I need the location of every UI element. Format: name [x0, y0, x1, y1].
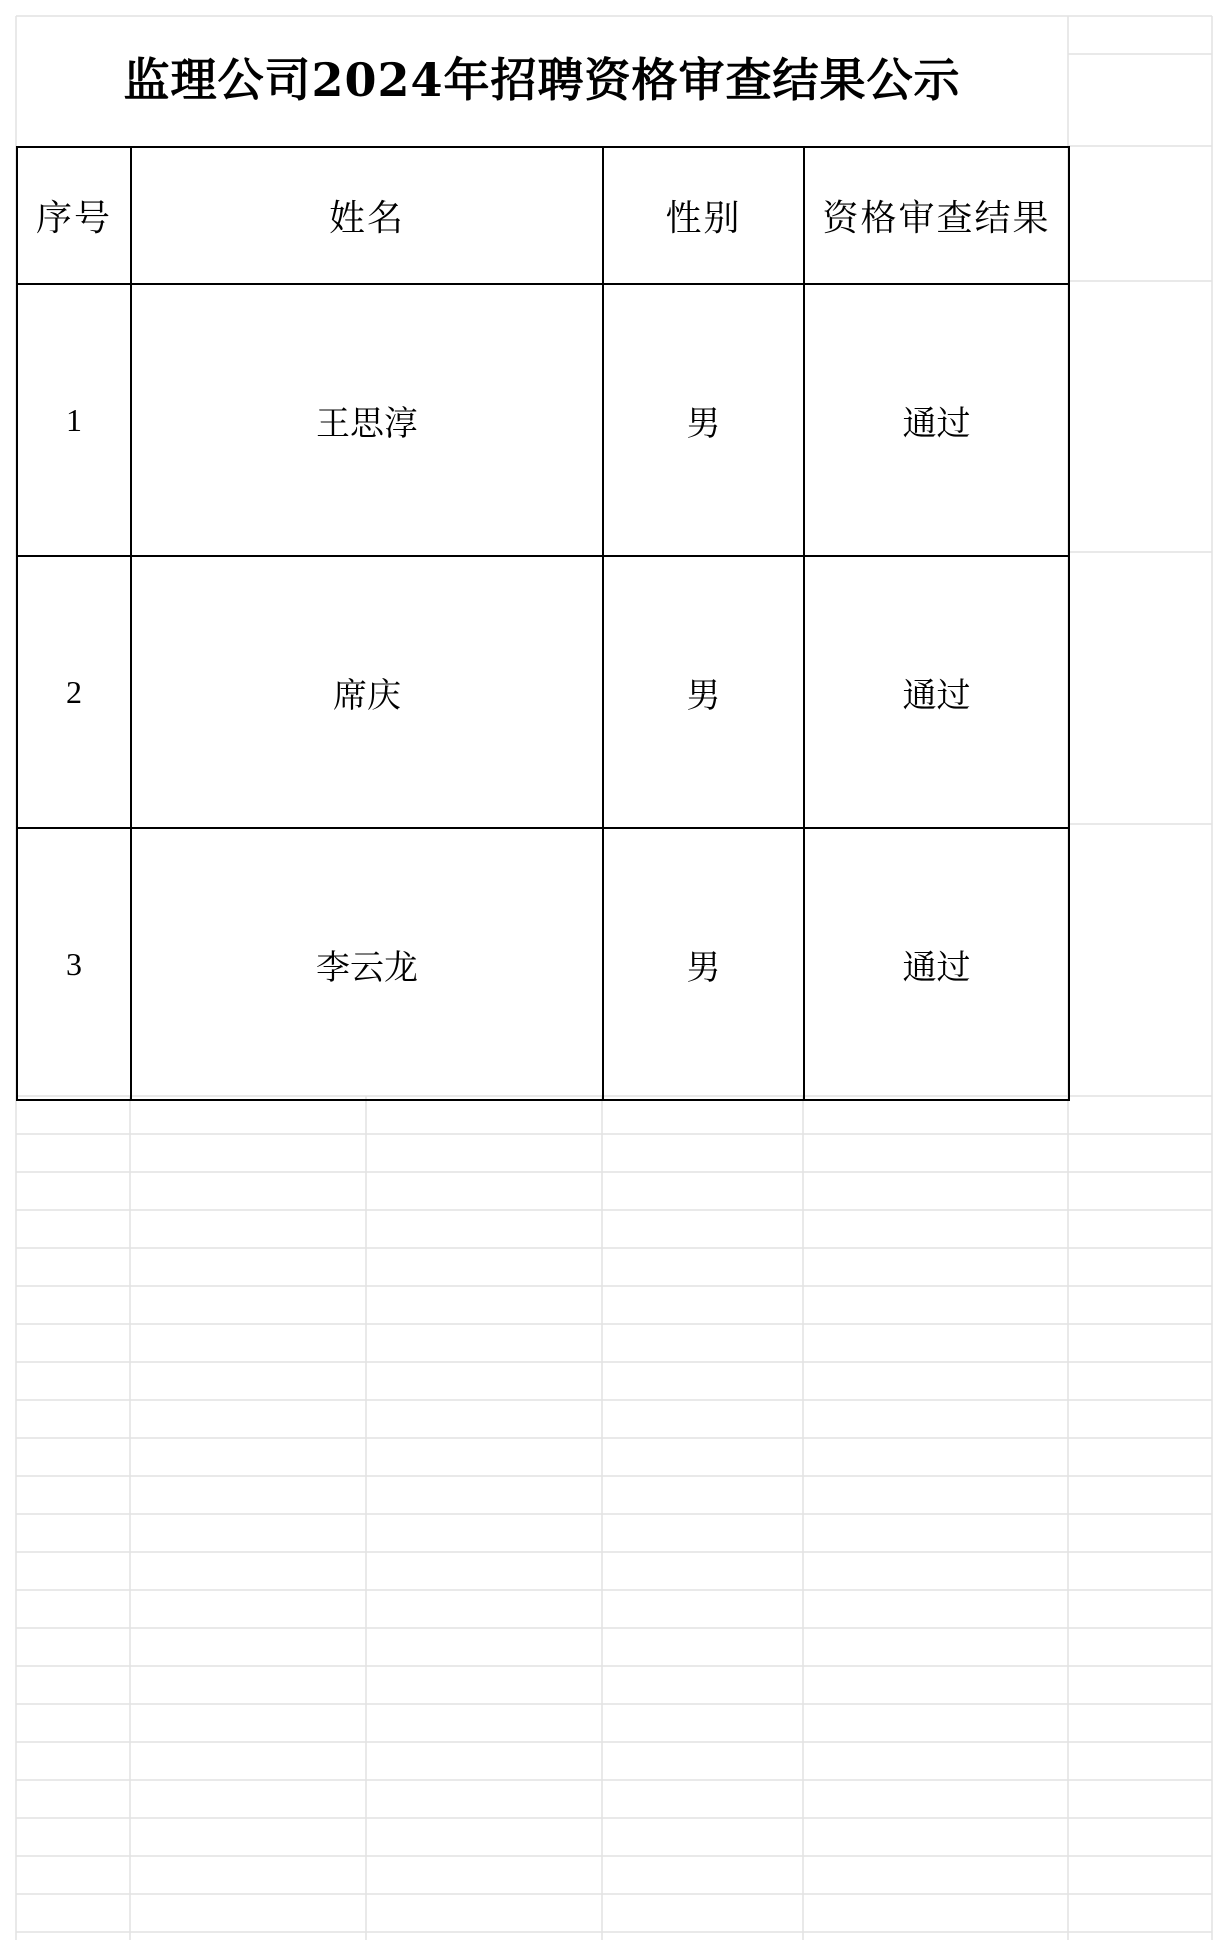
- row-index: 3: [17, 828, 131, 1100]
- row-gender: 男: [603, 284, 804, 556]
- row-name: 席庆: [131, 556, 603, 828]
- header-gender: 性别: [603, 147, 804, 284]
- row-gender: 男: [603, 828, 804, 1100]
- table-row: [17, 556, 1069, 828]
- header-result: 资格审查结果: [804, 147, 1069, 284]
- row-result: 通过: [804, 828, 1069, 1100]
- table-row: [17, 828, 1069, 1100]
- row-result: 通过: [804, 556, 1069, 828]
- table-header-row: [17, 147, 1069, 284]
- row-result: 通过: [804, 284, 1069, 556]
- row-index: 1: [17, 284, 131, 556]
- page-title: 监理公司2024年招聘资格审查结果公示: [123, 53, 961, 107]
- row-gender: 男: [603, 556, 804, 828]
- table-row: [17, 284, 1069, 556]
- header-name: 姓名: [131, 147, 603, 284]
- result-table: [16, 146, 1070, 1101]
- row-name: 王思淳: [131, 284, 603, 556]
- row-index: 2: [17, 556, 131, 828]
- header-index: 序号: [17, 147, 131, 284]
- row-name: 李云龙: [131, 828, 603, 1100]
